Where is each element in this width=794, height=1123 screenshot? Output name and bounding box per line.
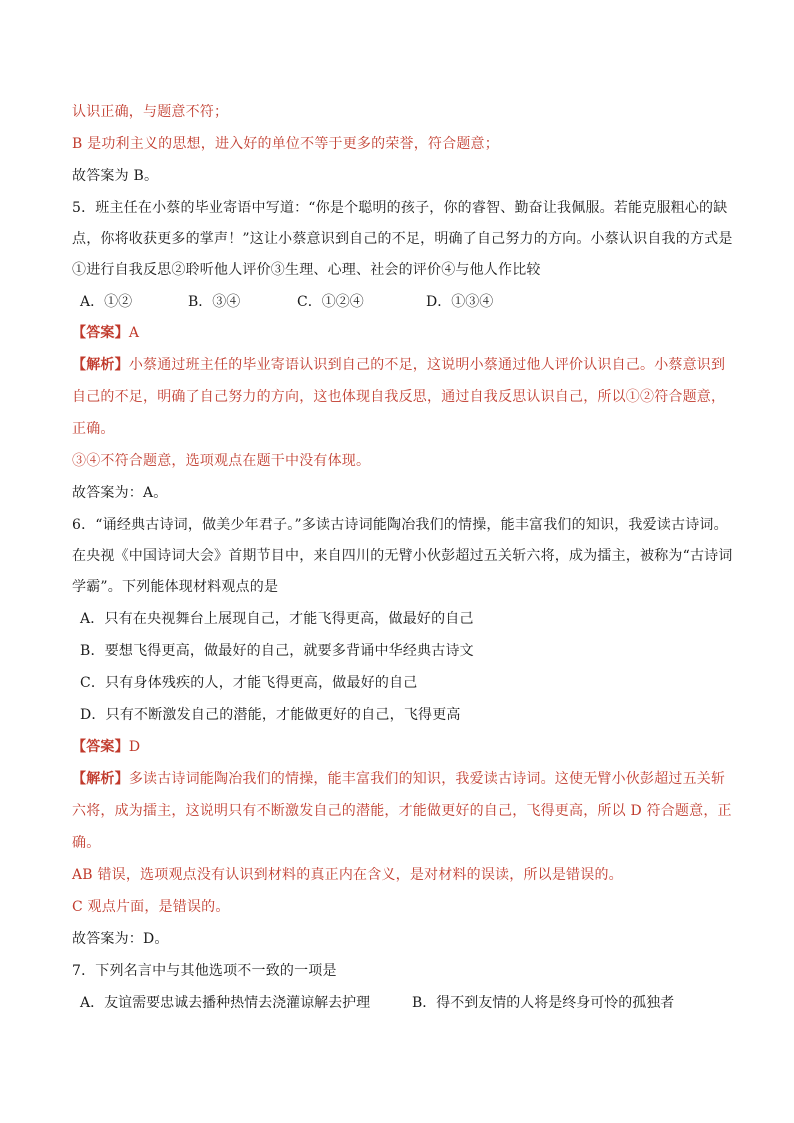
answer-value: D bbox=[128, 739, 141, 755]
q5-stem: 点，你将收获更多的掌声！”这让小蔡意识到自己的不足，明确了自己努力的方向。小蔡认识自我的方式是 bbox=[72, 231, 733, 247]
q5-stem: 5．班主任在小蔡的毕业寄语中写道：“你是个聪明的孩子，你的睿智、勤奋让我佩服。若能克服粗心的缺 bbox=[72, 200, 728, 216]
analysis-label: 【解析】 bbox=[72, 771, 129, 787]
q5-analysis bbox=[72, 355, 726, 375]
q5-analysis-line: 自己的不足，明确了自己努力的方向，这也体现自我反思，通过自我反思认识自己，所以①②符合题意， bbox=[72, 389, 726, 405]
q6-analysis-line: 确。 bbox=[72, 835, 101, 851]
analysis-text: 多读古诗词能陶冶我们的情操，能丰富我们的知识，我爱读古诗词。这使无臂小伙彭超过五关斩 bbox=[128, 771, 726, 787]
q5-stem: ①进行自我反思②聆听他人评价③生理、心理、社会的评价④与他人作比较 bbox=[72, 262, 541, 278]
q7-stem: 7．下列名言中与其他选项不一致的一项是 bbox=[72, 963, 337, 979]
q6-option-d: D．只有不断激发自己的潜能，才能做更好的自己，飞得更高 bbox=[80, 707, 461, 723]
q6-stem: 在央视《中国诗词大会》首期节目中，来自四川的无臂小伙彭超过五关斩六将，成为擂主，被称为“古诗词 bbox=[72, 548, 733, 564]
q5-analysis-line: 正确。 bbox=[72, 421, 115, 437]
q6-stem: 6．“诵经典古诗词，做美少年君子。”多读古诗词能陶冶我们的情操，能丰富我们的知识，我爱读古诗词。 bbox=[72, 517, 728, 533]
analysis-text: 小蔡通过班主任的毕业寄语认识到自己的不足，这说明小蔡通过他人评价认识自己。小蔡意识到 bbox=[128, 357, 726, 373]
q5-analysis-line: ③④不符合题意，选项观点在题干中没有体现。 bbox=[72, 453, 371, 469]
answer-label: 【答案】 bbox=[72, 739, 129, 755]
q4-analysis-line: 认识正确，与题意不符； bbox=[72, 104, 229, 120]
q4-analysis-line: B 是功利主义的思想，进入好的单位不等于更多的荣誉，符合题意； bbox=[72, 136, 499, 152]
q5-conclusion: 故答案为：A。 bbox=[72, 485, 168, 501]
q6-option-c: C．只有身体残疾的人，才能飞得更高，做最好的自己 bbox=[80, 675, 418, 691]
q5-option-c: C．①②④ bbox=[297, 294, 364, 310]
answer-label: 【答案】 bbox=[72, 325, 129, 341]
q7-option-b: B．得不到友情的人将是终身可怜的孤独者 bbox=[412, 995, 675, 1011]
q6-analysis-line: AB 错误，选项观点没有认识到材料的真正内在含义，是对材料的误读，所以是错误的。 bbox=[72, 867, 623, 883]
q5-option-d: D．①③④ bbox=[426, 294, 494, 310]
q6-answer bbox=[72, 737, 722, 757]
q6-option-a: A．只有在央视舞台上展现自己，才能飞得更高，做最好的自己 bbox=[80, 611, 474, 627]
q6-analysis-line: C 观点片面，是错误的。 bbox=[72, 899, 230, 915]
q6-analysis-line: 六将，成为擂主，这说明只有不断激发自己的潜能，才能做更好的自己，飞得更高，所以 D 符合题意，正 bbox=[72, 803, 732, 819]
answer-value: A bbox=[128, 325, 140, 341]
q7-option-a: A．友谊需要忠诚去播种热情去浇灌谅解去护理 bbox=[80, 995, 371, 1011]
q5-option-b: B．③④ bbox=[188, 294, 241, 310]
q6-analysis bbox=[72, 769, 726, 789]
analysis-label: 【解析】 bbox=[72, 357, 129, 373]
q5-answer bbox=[72, 323, 722, 343]
q4-conclusion: 故答案为 B。 bbox=[72, 168, 159, 184]
q5-option-a: A．①② bbox=[80, 294, 133, 310]
q6-stem: 学霸”。下列能体现材料观点的是 bbox=[72, 579, 279, 595]
q6-conclusion: 故答案为：D。 bbox=[72, 931, 169, 947]
q6-option-b: B．要想飞得更高，做最好的自己，就要多背诵中华经典古诗文 bbox=[80, 643, 474, 659]
